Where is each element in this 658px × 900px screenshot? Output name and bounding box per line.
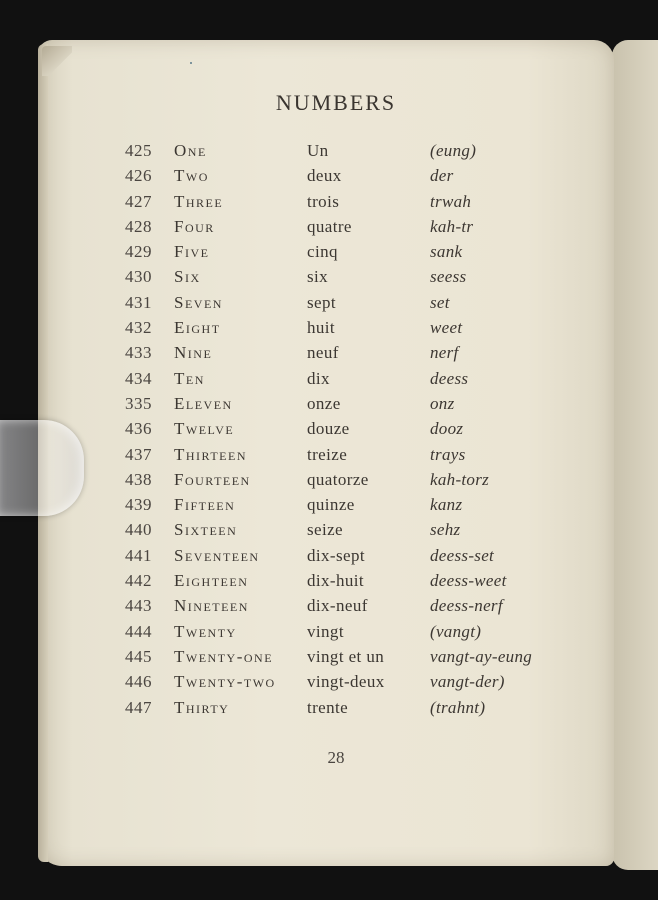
pronunciation: (eung) bbox=[430, 141, 477, 160]
english-word: Twelve bbox=[174, 419, 235, 439]
english-word: Thirty bbox=[174, 697, 230, 717]
row-number: 447 bbox=[125, 697, 152, 717]
row-number: 445 bbox=[125, 646, 152, 666]
row-number: 425 bbox=[125, 141, 152, 160]
english-word: Nine bbox=[174, 343, 213, 363]
page-title: NUMBERS bbox=[275, 90, 397, 115]
french-word: dix-huit bbox=[307, 571, 365, 591]
row-number: 443 bbox=[125, 596, 152, 616]
pronunciation: kanz bbox=[430, 495, 463, 515]
pronunciation: deess bbox=[430, 368, 469, 388]
table-row bbox=[0, 593, 658, 618]
french-word: cinq bbox=[307, 242, 338, 262]
table-row bbox=[0, 695, 658, 720]
french-word: vingt-deux bbox=[307, 672, 385, 692]
row-number: 442 bbox=[125, 571, 152, 591]
pronunciation: weet bbox=[430, 318, 463, 338]
french-word: onze bbox=[307, 393, 341, 413]
pronunciation: der bbox=[430, 166, 454, 186]
row-number: 431 bbox=[125, 292, 152, 312]
pronunciation: seess bbox=[430, 267, 467, 287]
table-row bbox=[0, 568, 658, 593]
row-number: 436 bbox=[125, 419, 152, 439]
french-word: dix-neuf bbox=[307, 596, 368, 616]
french-word: vingt bbox=[307, 621, 344, 641]
english-word: Four bbox=[174, 216, 215, 236]
pronunciation: sehz bbox=[430, 520, 461, 540]
pronunciation: kah-tr bbox=[430, 216, 474, 236]
english-word: Eight bbox=[174, 318, 221, 338]
numbers-table bbox=[0, 138, 658, 720]
french-word: trois bbox=[307, 191, 340, 211]
english-word: Sixteen bbox=[174, 520, 238, 540]
pronunciation: vangt-ay-eung bbox=[430, 646, 533, 666]
table-row bbox=[0, 239, 658, 264]
french-word: Un bbox=[307, 141, 329, 160]
french-word: six bbox=[307, 267, 329, 287]
english-word: Twenty-one bbox=[174, 646, 274, 666]
pronunciation: vangt-der) bbox=[430, 672, 505, 692]
english-word: Six bbox=[174, 267, 201, 287]
row-number: 441 bbox=[125, 545, 152, 565]
pronunciation: onz bbox=[430, 393, 455, 413]
english-word: Twenty bbox=[174, 621, 237, 641]
english-word: Eighteen bbox=[174, 571, 249, 591]
french-word: dix-sept bbox=[307, 545, 365, 565]
row-number: 432 bbox=[125, 318, 152, 338]
pronunciation: deess-set bbox=[430, 545, 495, 565]
pronunciation: (trahnt) bbox=[430, 697, 486, 717]
table-row bbox=[0, 492, 658, 517]
row-number: 428 bbox=[125, 216, 152, 236]
row-number: 437 bbox=[125, 444, 152, 464]
english-word: Seventeen bbox=[174, 545, 260, 565]
english-word: Seven bbox=[174, 292, 223, 312]
table-row bbox=[0, 619, 658, 644]
table-row bbox=[0, 644, 658, 669]
french-word: neuf bbox=[307, 343, 339, 363]
pronunciation: (vangt) bbox=[430, 621, 482, 641]
row-number: 434 bbox=[125, 368, 152, 388]
table-row bbox=[0, 214, 658, 239]
english-word: Two bbox=[174, 166, 209, 186]
french-word: quatre bbox=[307, 216, 352, 236]
table-row bbox=[0, 669, 658, 694]
french-word: trente bbox=[307, 697, 349, 717]
english-word: Nineteen bbox=[174, 596, 249, 616]
pronunciation: deess-weet bbox=[430, 571, 507, 591]
english-word: Thirteen bbox=[174, 444, 247, 464]
english-word: Fifteen bbox=[174, 495, 236, 515]
english-word: One bbox=[174, 141, 207, 160]
table-row bbox=[0, 264, 658, 289]
pronunciation: kah-torz bbox=[430, 469, 490, 489]
table-row bbox=[0, 467, 658, 492]
english-word: Eleven bbox=[174, 393, 233, 413]
pronunciation: set bbox=[430, 292, 450, 312]
table-row bbox=[0, 340, 658, 365]
pronunciation: deess-nerf bbox=[430, 596, 503, 616]
pronunciation: sank bbox=[430, 242, 463, 262]
row-number: 439 bbox=[125, 495, 152, 515]
table-row bbox=[0, 543, 658, 568]
page-number: 28 bbox=[327, 748, 345, 767]
pronunciation: nerf bbox=[430, 343, 459, 363]
row-number: 426 bbox=[125, 166, 152, 186]
english-word: Twenty-two bbox=[174, 672, 276, 692]
row-number: 335 bbox=[125, 393, 152, 413]
table-row bbox=[0, 290, 658, 315]
french-word: deux bbox=[307, 166, 342, 186]
row-number: 433 bbox=[125, 343, 152, 363]
french-word: treize bbox=[307, 444, 348, 464]
table-row bbox=[0, 315, 658, 340]
english-word: Fourteen bbox=[174, 469, 251, 489]
pronunciation: dooz bbox=[430, 419, 464, 439]
table-row bbox=[0, 366, 658, 391]
row-number: 438 bbox=[125, 469, 152, 489]
table-row bbox=[0, 442, 658, 467]
row-number: 444 bbox=[125, 621, 152, 641]
table-row bbox=[0, 391, 658, 416]
row-number: 427 bbox=[125, 191, 152, 211]
french-word: vingt et un bbox=[307, 646, 385, 666]
english-word: Five bbox=[174, 242, 210, 262]
row-number: 429 bbox=[125, 242, 152, 262]
pronunciation: trays bbox=[430, 444, 466, 464]
french-word: dix bbox=[307, 368, 330, 388]
french-word: quinze bbox=[307, 495, 355, 515]
english-word: Ten bbox=[174, 368, 205, 388]
row-number: 430 bbox=[125, 267, 152, 287]
folded-corner bbox=[42, 46, 72, 76]
pronunciation: trwah bbox=[430, 191, 472, 211]
french-word: seize bbox=[307, 520, 343, 540]
english-word: Three bbox=[174, 191, 224, 211]
table-row bbox=[0, 416, 658, 441]
french-word: huit bbox=[307, 318, 336, 338]
french-word: sept bbox=[307, 292, 336, 312]
table-row bbox=[0, 163, 658, 188]
plastic-clip bbox=[0, 420, 84, 516]
french-word: quatorze bbox=[307, 469, 369, 489]
french-word: douze bbox=[307, 419, 350, 439]
table-row bbox=[0, 517, 658, 542]
ink-speck bbox=[190, 62, 192, 64]
table-row bbox=[0, 189, 658, 214]
row-number: 446 bbox=[125, 672, 152, 692]
table-row bbox=[0, 138, 658, 163]
row-number: 440 bbox=[125, 520, 152, 540]
